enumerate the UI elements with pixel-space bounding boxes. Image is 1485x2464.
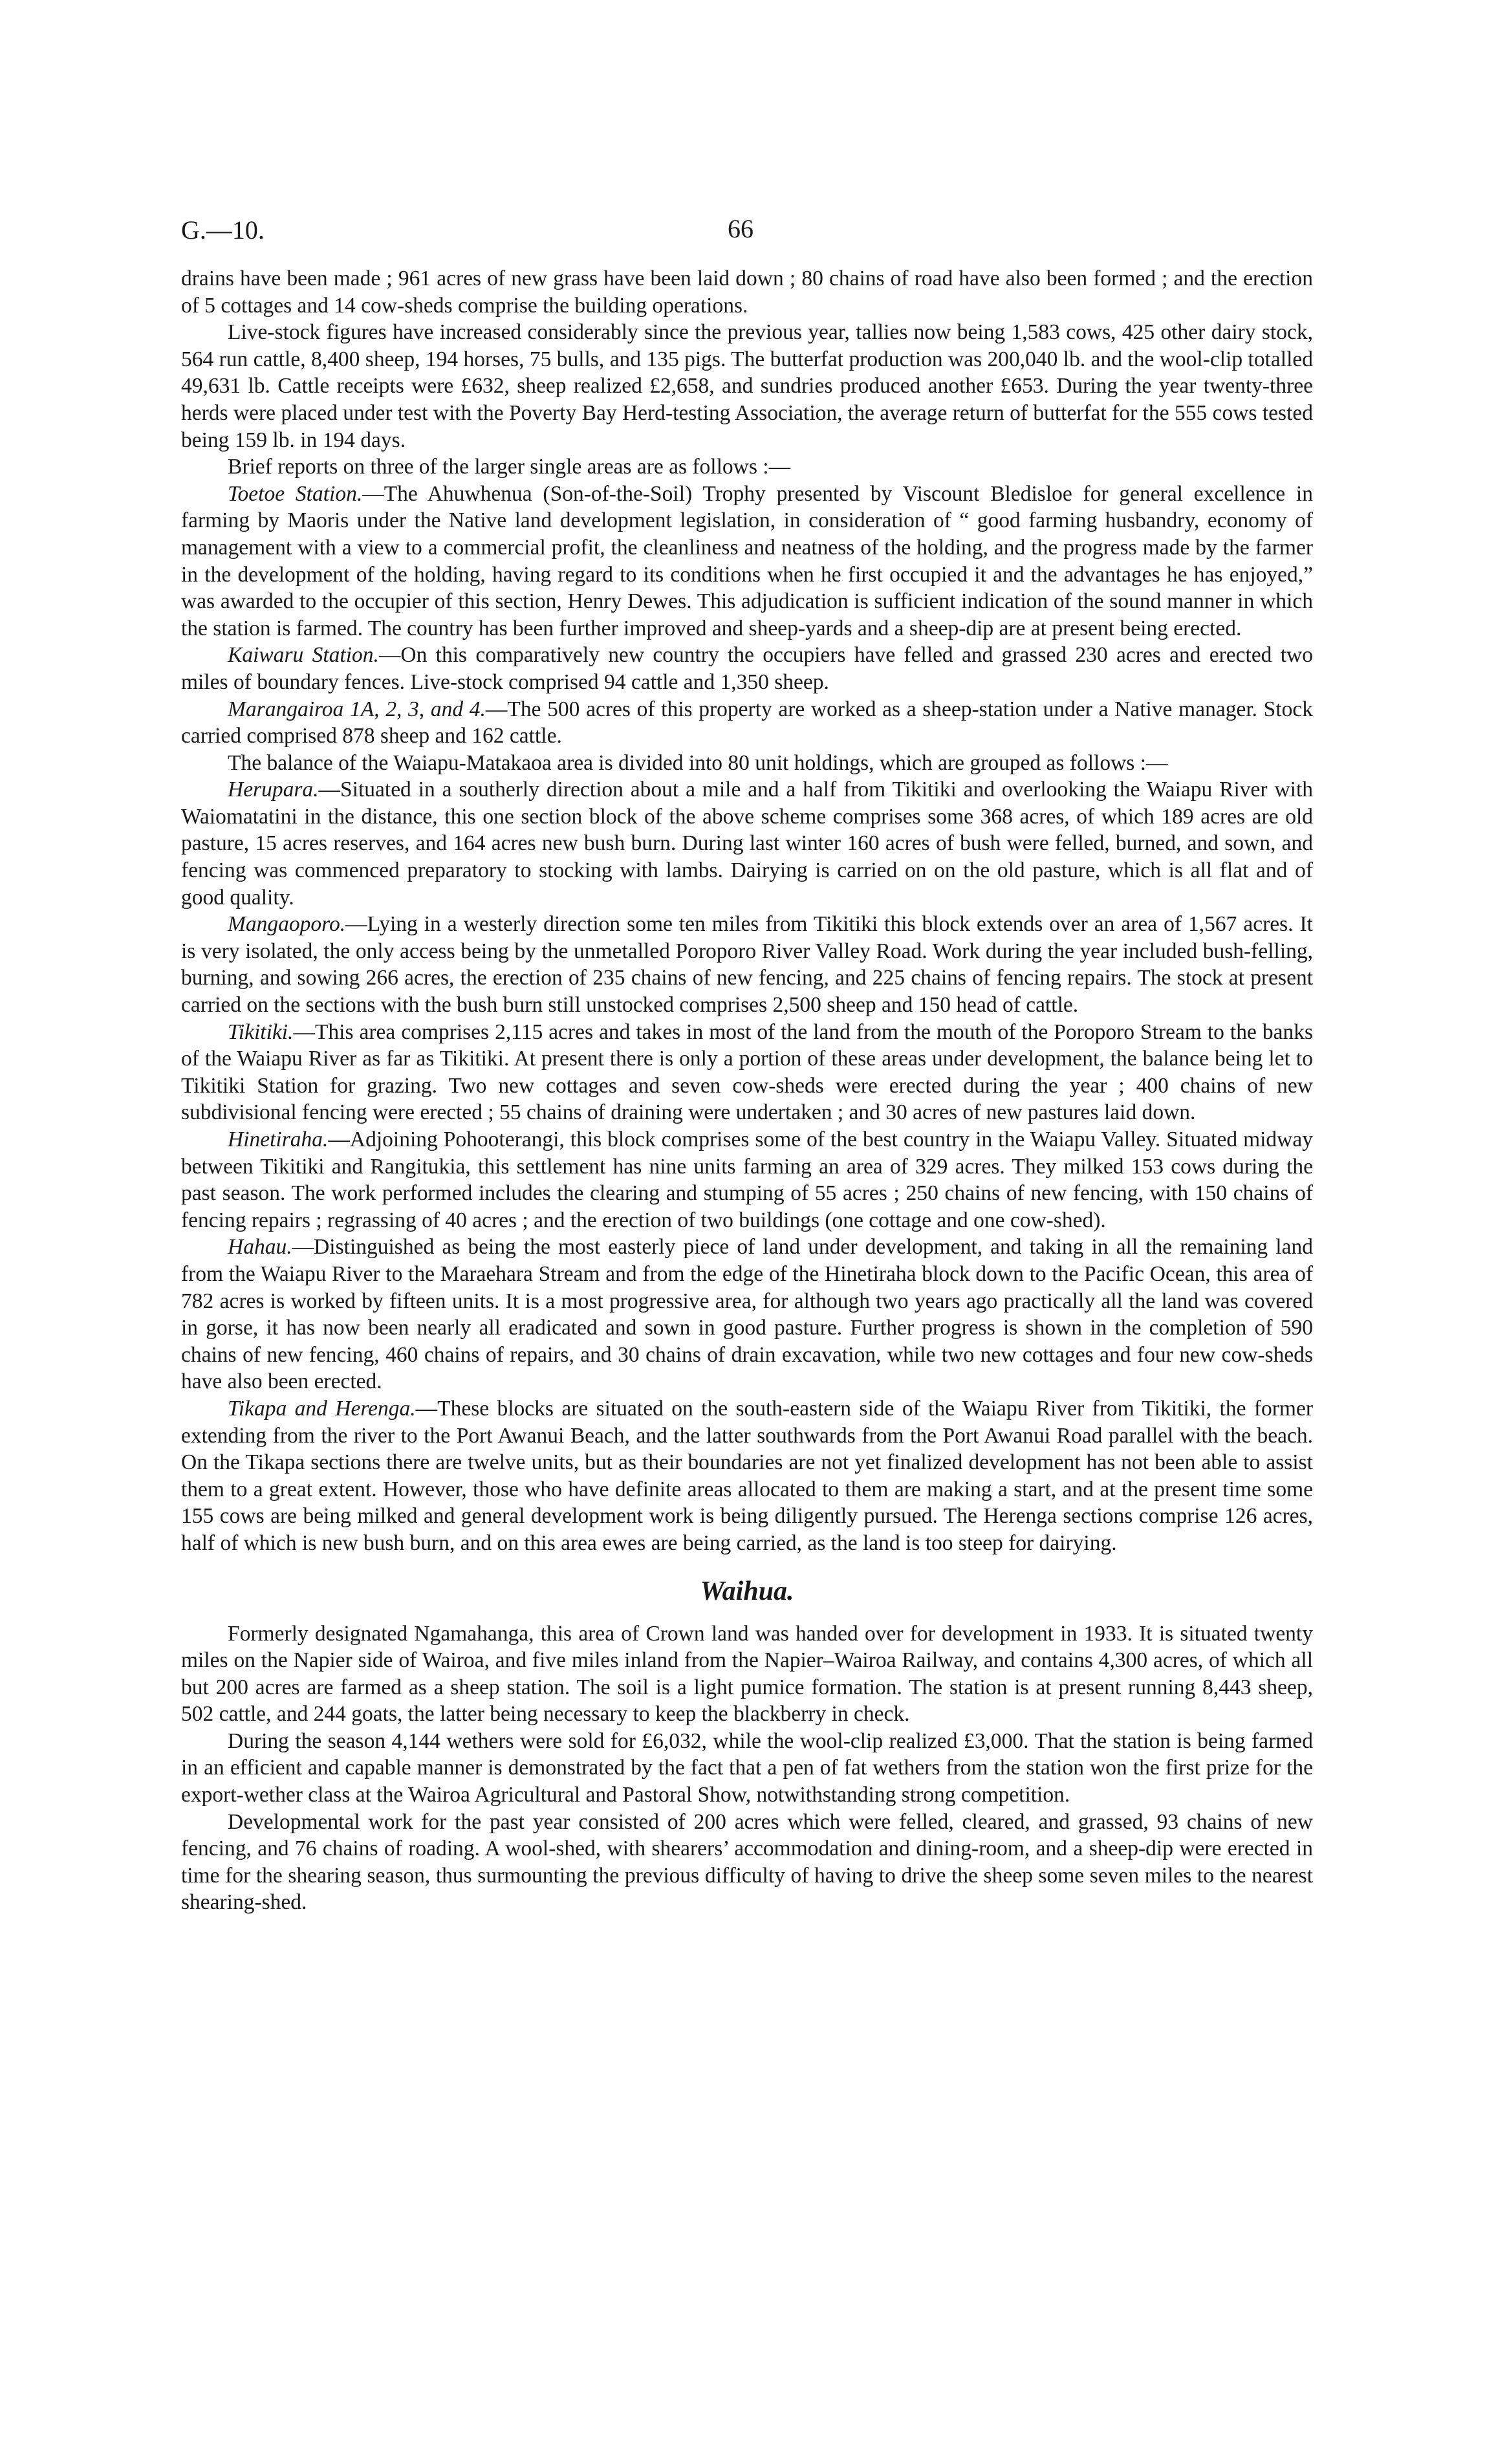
paragraph-lead: Hinetiraha.	[228, 1128, 329, 1151]
paragraph-text: —The Ahuwhenua (Son-of-the-Soil) Trophy presented by Viscount Bledisloe for general excellence in farming by Maoris under the Native land development legislation, in consideration of “ good farming husbandry, economy of management with a view to a commercial profit, the cleanliness and neatness of the holding, and the progress made by the farmer in the development of the holding, having regard to its conditions when he first occupied it and the advantages he has enjoyed,” was awarded to the occupier of this section, Henry Dewes. This adjudication is sufficient indication of the sound manner in which the station is farmed. The country has been further improved and sheep-yards and a sheep-dip are at present being erected.	[181, 481, 1313, 640]
section-heading: Waihua.	[700, 1576, 794, 1606]
paragraph	[181, 1395, 1313, 1557]
paragraph-lead: Toetoe Station.	[228, 481, 363, 506]
paragraph-text: —These blocks are situated on the south-eastern side of the Waiapu River from Tikitiki, the former extending from the river to the Port Awanui Beach, and the latter southwards from the Port Awanui Road parallel with the beach. On the Tikapa sections there are twelve units, but as their boundaries are not yet finalized development has not been able to assist them to a great extent. However, those who have definite areas allocated to them are making a start, and at the present time some 155 cows are being milked and general development work is being diligently pursued. The Herenga sections comprise 126 acres, half of which is new bush burn, and on this area ewes are being carried, as the land is too steep for dairying.	[181, 1396, 1314, 1555]
paragraph: During the season 4,144 wethers were sold for £6,032, while the wool-clip realized £3,000. That the station is being farmed in an efficient and capable manner is demonstrated by the fact that a pen of fat wethers from the station won the first prize for the export-wether class at the Wairoa Agricultural and Pastoral Show, notwithstanding strong competition.	[181, 1728, 1313, 1807]
section-body	[181, 265, 1313, 1557]
paragraph	[181, 319, 1313, 453]
paragraph-text: —Distinguished as being the most easterly piece of land under development, and taking in all the remaining land from the Waiapu River to the Maraehara Stream and from the edge of the Hinetiraha block down to the Pacific Ocean, this area of 782 acres is worked by fifteen units. It is a most progressive area, for although two years ago practically all the land was covered in gorse, it has now been nearly all eradicated and sown in good pasture. Further progress is shown in the completion of 590 chains of new fencing, 460 chains of repairs, and 30 chains of drain excavation, while two new cottages and four new cow-sheds have also been erected.	[181, 1235, 1313, 1394]
paragraph	[181, 1019, 1313, 1126]
paragraph-lead: Tikitiki.	[228, 1019, 294, 1044]
paragraph	[181, 481, 1313, 642]
paragraph-lead: Marangairoa 1A, 2, 3, and 4.	[228, 697, 486, 721]
paragraph-text: drains have been made ; 961 acres of new grass have been laid down ; 80 chains of road have also been formed ; and the erection of 5 cottages and 14 cow-sheds comprise the building operations.	[181, 267, 1313, 318]
page-number: 66	[728, 214, 753, 243]
paragraph	[181, 642, 1313, 695]
paragraph-text: —Situated in a southerly direction about a mile and a half from Tikitiki and overlooking the Waiapu River with Waiomatatini in the distance, this one section block of the above scheme comprises some 368 acres, of which 189 acres are old pasture, 15 acres reserves, and 164 acres new bush burn. During last winter 160 acres of bush were felled, burned, and sown, and fencing was commenced preparatory to stocking with lambs. Dairying is carried on on the old pasture, which is all flat and of good quality.	[181, 778, 1313, 910]
paragraph-text: Live-stock figures have increased considerably since the previous year, tallies now being 1,583 cows, 425 other dairy stock, 564 run cattle, 8,400 sheep, 194 horses, 75 bulls, and 135 pigs. The butterfat production was 200,040 lb. and the wool-clip totalled 49,631 lb. Cattle receipts were £632, sheep realized £2,658, and sundries produced another £653. During the year twenty-three herds were placed under test with the Poverty Bay Herd-testing Association, the average return of butterfat for the 555 cows tested being 159 lb. in 194 days.	[181, 320, 1313, 452]
section-body	[181, 1620, 1313, 1917]
paragraph-lead: Hahau.	[228, 1235, 292, 1259]
paragraph-text: The balance of the Waiapu-Matakaoa area is divided into 80 unit holdings, which are grouped as follows :—	[228, 750, 1168, 775]
paragraph	[181, 1126, 1313, 1234]
paragraph-lead: Kaiwaru Station.	[228, 643, 379, 668]
paragraph	[181, 453, 1313, 481]
paragraph-text: —Adjoining Pohooterangi, this block comprises some of the best country in the Waiapu Valley. Situated midway between Tikitiki and Rangitukia, this settlement has nine units farming an area of 329 acres. They milked 153 cows during the past season. The work performed includes the clearing and stumping of 55 acres ; 250 chains of new fencing, with 150 chains of fencing repairs ; regrassing of 40 acres ; and the erection of two buildings (one cottage and one cow-shed).	[181, 1128, 1313, 1232]
document-reference: G.—10.	[181, 215, 265, 245]
paragraph	[181, 696, 1313, 750]
paragraph-lead: Herupara.	[228, 778, 319, 802]
paragraph-text: Brief reports on three of the larger single areas are as follows :—	[228, 455, 791, 479]
paragraph	[181, 911, 1313, 1018]
paragraph-text: —Lying in a westerly direction some ten miles from Tikitiki this block extends over an area of 1,567 acres. It is very isolated, the only access being by the unmetalled Poroporo River Valley Road. Work during the year included bush-felling, burning, and sowing 266 acres, the erection of 235 chains of new fencing, and 225 chains of fencing repairs. The stock at present carried on the sections with the bush burn still unstocked comprises 2,500 sheep and 150 head of cattle.	[181, 912, 1313, 1018]
paragraph	[181, 750, 1313, 777]
paragraph-lead: Mangaoporo.	[228, 912, 346, 937]
paragraph	[181, 1234, 1313, 1395]
document-page	[181, 207, 1313, 1916]
paragraph-text: —The 500 acres of this property are worked as a sheep-station under a Native manager. Stock carried comprised 878 sheep and 162 cattle.	[181, 697, 1313, 748]
page-header	[181, 207, 1313, 265]
paragraph	[181, 265, 1313, 319]
paragraph: Formerly designated Ngamahanga, this area of Crown land was handed over for development in 1933. It is situated twenty miles on the Napier side of Wairoa, and five miles inland from the Napier–Wairoa Railway, and contains 4,300 acres, of which all but 200 acres are farmed as a sheep station. The soil is a light pumice formation. The station is at present running 8,443 sheep, 502 cattle, and 244 goats, the latter being necessary to keep the blackberry in check.	[181, 1621, 1313, 1727]
paragraph-text: —This area comprises 2,115 acres and takes in most of the land from the mouth of the Poroporo Stream to the banks of the Waiapu River as far as Tikitiki. At present there is only a portion of these areas under development, the balance being let to Tikitiki Station for grazing. Two new cottages and seven cow-sheds were erected during the year ; 400 chains of new subdivisional fencing were erected ; 55 chains of draining were undertaken ; and 30 acres of new pastures laid down.	[181, 1019, 1313, 1125]
paragraph: Developmental work for the past year consisted of 200 acres which were felled, cleared, and grassed, 93 chains of new fencing, and 76 chains of roading. A wool-shed, with shearers’ accommodation and dining-room, and a sheep-dip were erected in time for the shearing season, thus surmounting the previous difficulty of having to drive the sheep some seven miles to the nearest shearing-shed.	[181, 1809, 1313, 1915]
paragraph	[181, 776, 1313, 911]
paragraph-lead: Tikapa and Herenga.	[228, 1396, 416, 1421]
paragraph-text: —On this comparatively new country the occupiers have felled and grassed 230 acres and erected two miles of boundary fences. Live-stock comprised 94 cattle and 1,350 sheep.	[181, 643, 1313, 694]
